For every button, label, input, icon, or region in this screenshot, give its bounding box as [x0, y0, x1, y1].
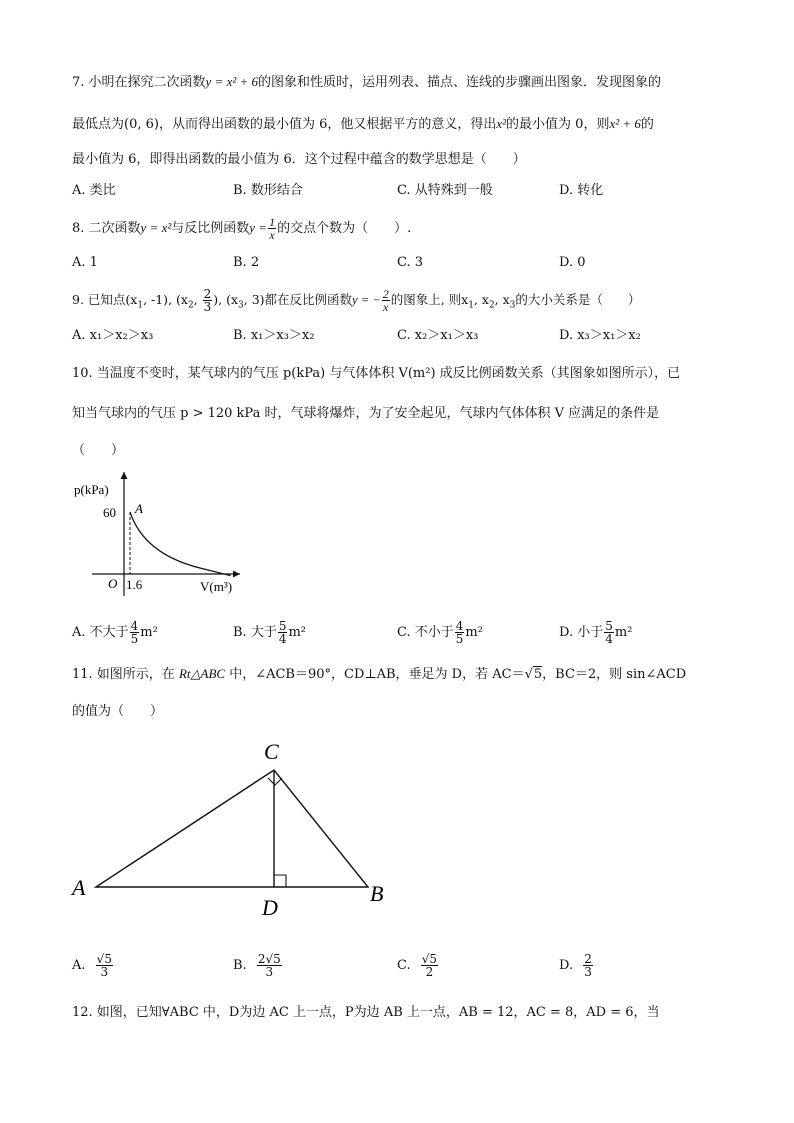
q10-line-1: 10. 当温度不变时，某气球内的气压 p(kPa) 与气体体积 V(m²) 成反比例函数关系（其图象如图所示），已 [72, 366, 681, 381]
numerator: 2 [584, 952, 592, 966]
q8-text: 与反比例函数 [171, 221, 250, 236]
q11-line-1: 11. 如图所示，在 Rt△ABC 中，∠ACB＝90°，CD⊥AB，垂足为 D，若 AC＝√5，BC＝2，则 sin∠ACD [72, 666, 687, 682]
numerator: √5 [421, 952, 438, 966]
q10-line-3: （ ） [72, 443, 125, 458]
triangle-abc [96, 770, 368, 887]
q11-option-b[interactable] [233, 948, 283, 984]
q11-option-c[interactable] [397, 948, 439, 984]
numerator: 4 [130, 619, 139, 633]
unit: m² [465, 625, 483, 640]
q7-option-b[interactable]: B. 数形结合 [233, 183, 303, 198]
q11-text: 中，∠ACB＝90°，CD⊥AB，垂足为 D，若 AC＝ [225, 667, 525, 682]
q7-text: 最低点为 [72, 117, 125, 132]
q7-line-1 [72, 72, 661, 93]
graph-ytick: 60 [103, 505, 116, 520]
option-fraction [96, 953, 113, 978]
q11-option-a[interactable] [72, 948, 114, 984]
option-label: D. [559, 958, 574, 973]
q8-line [72, 214, 411, 243]
option-label: C. [397, 958, 411, 973]
option-fraction [130, 620, 140, 645]
q9-fn-numerator: 2 [382, 287, 389, 301]
q8-denominator: x [269, 228, 275, 242]
q9-text: 的图象上, 则x [390, 292, 469, 307]
q10-option-d[interactable] [559, 618, 632, 648]
q9-fn-fraction [382, 288, 390, 313]
q8-option-b[interactable]: B. 2 [233, 255, 260, 270]
denominator: 2 [425, 965, 434, 979]
q7-expr: x² + 6 [609, 116, 641, 131]
label-d: D [262, 895, 278, 920]
option-fraction [604, 620, 614, 645]
q9-text: 9. 已知点(x [72, 292, 138, 307]
q9-option-b[interactable]: B. x₁＞x₃＞x₂ [233, 328, 315, 343]
q11-option-d[interactable] [559, 948, 594, 984]
unit: m² [288, 625, 307, 640]
graph-origin: O [108, 576, 118, 591]
q9-option-c[interactable]: C. x₂＞x₁＞x₃ [397, 328, 479, 343]
denominator: 5 [130, 632, 139, 646]
denominator: 5 [455, 632, 464, 646]
option-fraction [421, 953, 438, 978]
denominator: 3 [584, 965, 592, 979]
denominator: 4 [278, 632, 287, 646]
option-fraction [278, 620, 288, 645]
numerator: 4 [455, 619, 464, 633]
pressure-volume-graph [70, 466, 250, 601]
q8-option-a[interactable]: A. 1 [72, 255, 98, 270]
graph-xtick: 1.6 [126, 577, 143, 592]
denominator: 3 [100, 965, 109, 979]
graph-point-a: A [135, 501, 143, 516]
q9-numerator: 2 [203, 287, 212, 301]
q11-text: 11. 如图所示，在 [72, 667, 179, 682]
q9-text: ), (x [213, 292, 239, 307]
q8-numerator: 1 [269, 215, 276, 229]
q7-expr: x² [496, 116, 507, 131]
q11-line-2: 的值为（ ） [72, 704, 164, 719]
option-label: D. 小于 [559, 625, 604, 640]
option-label: B. 大于 [233, 625, 277, 640]
q7-text: ，从而得出函数的最小值为 6，他又根据平方的意义，得出 [158, 117, 497, 132]
q10-line-2: 知当气球内的气压 p > 120 kPa 时，气球将爆炸，为了安全起见，气球内气体体积 V 应满足的条件是 [72, 406, 660, 421]
option-label: B. [233, 958, 247, 973]
q7-line-2 [72, 114, 654, 135]
q7-text: 的 [640, 117, 654, 132]
q7-option-c[interactable]: C. 从特殊到一般 [397, 183, 493, 198]
q7-text: 7. 小明在探究二次函数 [72, 75, 206, 90]
denominator: 3 [265, 965, 274, 979]
option-fraction [455, 620, 465, 645]
q9-fraction [203, 288, 213, 313]
q8-expr: y = x² [140, 220, 172, 235]
unit: m² [140, 625, 158, 640]
graph-ylabel: p(kPa) [74, 482, 109, 497]
option-label: A. [72, 958, 86, 973]
q8-expr: y = [249, 220, 268, 235]
q9-text: , -1), (x [143, 292, 188, 307]
hyperbola-curve [130, 512, 230, 576]
q9-text: , 3)都在反比例函数 [243, 292, 353, 307]
q7-option-d[interactable]: D. 转化 [559, 183, 604, 198]
q9-text: , x [473, 292, 489, 307]
label-a: A [72, 875, 86, 900]
q7-option-a[interactable]: A. 类比 [72, 183, 116, 198]
numerator: √5 [96, 952, 112, 966]
q9-expr: y = − [352, 293, 381, 307]
right-angle-d [274, 875, 286, 887]
numerator: 5 [278, 619, 287, 633]
q7-text: 的图象和性质时，运用列表、描点、连线的步骤画出图象．发现图象的 [258, 75, 662, 90]
q8-text: 8. 二次函数 [72, 221, 141, 236]
option-label: A. 不大于 [72, 625, 129, 640]
q11-root: 5 [533, 667, 543, 682]
q9-option-d[interactable]: D. x₃＞x₁＞x₂ [559, 328, 641, 343]
q10-option-a[interactable] [72, 618, 158, 648]
denominator: 4 [605, 632, 613, 646]
q8-option-c[interactable]: C. 3 [397, 255, 424, 270]
q7-point: (0, 6) [124, 117, 159, 132]
option-fraction [257, 953, 282, 978]
q9-denominator: 3 [203, 300, 212, 314]
q11-triangle: Rt△ABC [178, 666, 226, 681]
q10-option-b[interactable] [233, 618, 306, 648]
q7-text: 的最小值为 0，则 [506, 117, 610, 132]
graph-xlabel: V(m³) [200, 579, 233, 594]
q11-text: ，BC＝2，则 sin∠ACD [542, 667, 687, 682]
option-label: C. 不小于 [397, 625, 454, 640]
q7-expr: y = x² + 6 [205, 74, 259, 89]
q12-line: 12. 如图，已知∀ABC 中，D为边 AC 上一点，P为边 AB 上一点，AB = 12，AC = 8，AD = 6，当 [72, 1005, 660, 1020]
triangle-figure [66, 732, 396, 922]
label-b: B [370, 881, 384, 906]
q9-text: 的大小关系是（ ） [515, 292, 641, 307]
option-fraction [583, 953, 593, 978]
q8-fraction [268, 216, 276, 241]
q9-line: 9. 已知点($x_1$, -1), ($x_2$, $\frac{2}{3}$ ), ($x_3$, 3)都在反比例函数y = − $\frac{2}{x}$ 的图象上, 则$x_1$, $x_2$, $x_3$的大小关系是（ ） [72, 287, 641, 314]
q8-option-d[interactable]: D. 0 [559, 255, 586, 270]
unit: m² [614, 625, 633, 640]
q10-option-c[interactable] [397, 618, 483, 648]
q7-line-3: 最小值为 6，即得出函数的最小值为 6．这个过程中蕴含的数学思想是（ ） [72, 152, 526, 167]
q9-fn-denominator: x [383, 300, 389, 314]
q9-text: , x [494, 292, 510, 307]
q8-text: 的交点个数为（ ）. [277, 221, 412, 236]
label-c: C [264, 739, 279, 764]
numerator: 5 [605, 619, 613, 633]
q9-option-a[interactable]: A. x₁＞x₂＞x₃ [72, 328, 154, 343]
numerator: 2√5 [257, 952, 281, 966]
right-angle-c [268, 778, 282, 785]
